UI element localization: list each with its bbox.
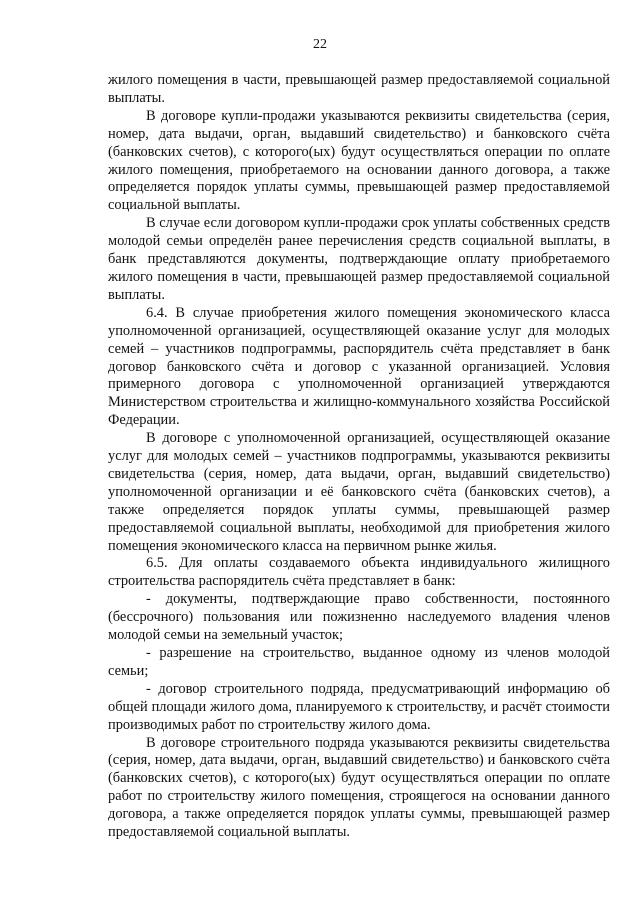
paragraph: В договоре купли-продажи указываются реквизиты свидетельства (серия, номер, дата выдачи, орган, выдавший свидетельство) и банковского счёта (банковских счетов), с которого(ых) будут осуществляться операции по оплате жилого помещения, приобретаемого на основании данного договора, а также определяется порядок уплаты суммы, превышающей размер предоставляемой социальной выплаты. bbox=[108, 107, 610, 214]
list-item: - договор строительного подряда, предусматривающий информацию об общей площади жилого дома, планируемого к строительству, и расчёт стоимости производимых работ по строительству жилого дома. bbox=[108, 680, 610, 733]
page-number: 22 bbox=[313, 37, 327, 52]
document-body bbox=[108, 72, 610, 842]
paragraph: В договоре строительного подряда указываются реквизиты свидетельства (серия, номер, дата выдачи, орган, выдавший свидетельство) и банковского счёта (банковских счетов), с которого(ых) будут осуществляться операции по оплате работ по строительству жилого помещения, строящегося на основании данного договора, а также определяется порядок уплаты суммы, превышающей размер предоставляемой социальной выплаты. bbox=[108, 734, 610, 841]
paragraph: В случае если договором купли-продажи срок уплаты собственных средств молодой семьи определён ранее перечисления средств социальной выплаты, в банк представляются документы, подтверждающие оплату приобретаемого жилого помещения в части, превышающей размер предоставляемой социальной выплаты. bbox=[108, 215, 610, 303]
paragraph: В договоре с уполномоченной организацией, осуществляющей оказание услуг для молодых семей – участников подпрограммы, указываются реквизиты свидетельства (серия, номер, дата выдачи, орган, выдавший свидетельство) уполномоченной организации и её банковского счёта (банковских счетов), а также определяется порядок уплаты суммы, превышающей размер предоставляемой социальной выплаты, необходимой для приобретения жилого помещения экономического класса на первичном рынке жилья. bbox=[108, 430, 610, 554]
list-item: - разрешение на строительство, выданное одному из членов молодой семьи; bbox=[108, 645, 610, 679]
paragraph: 6.4. В случае приобретения жилого помещения экономического класса уполномоченной организацией, осуществляющей оказание услуг для молодых семей – участников подпрограммы, распорядитель счёта представляет в банк договор банковского счёта и договор с указанной организацией. Условия примерного договора с уполномоченной организацией утверждаются Министерством строительства и жилищно-коммунального хозяйства Российской Федерации. bbox=[108, 304, 610, 429]
paragraph: 6.5. Для оплаты создаваемого объекта индивидуального жилищного строительства распорядитель счёта представляет в банк: bbox=[108, 555, 610, 590]
paragraph: жилого помещения в части, превышающей размер предоставляемой социальной выплаты. bbox=[108, 72, 610, 106]
list-item: - документы, подтверждающие право собственности, постоянного (бессрочного) пользования или пожизненно наследуемого владения членов молодой семьи на земельный участок; bbox=[108, 591, 610, 644]
